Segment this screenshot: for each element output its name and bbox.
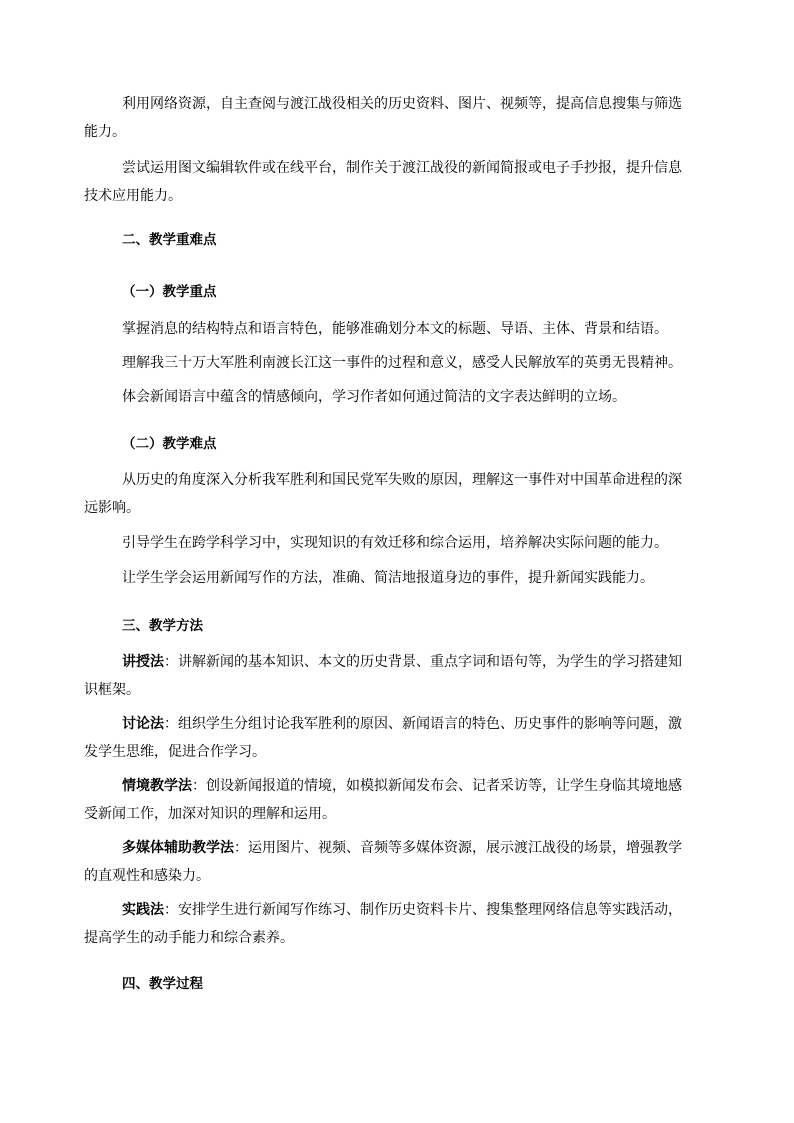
- text-line: 讨论法：组织学生分组讨论我军胜利的原因、新闻语言的特色、历史事件的影响等问题，激: [122, 716, 682, 732]
- method-label: 情境教学法: [122, 778, 192, 794]
- difficulty-3: 让学生学会运用新闻写作的方法，准确、简洁地报道身边的事件，提升新闻实践能力。: [122, 570, 654, 586]
- method-situational: [84, 772, 685, 828]
- text-line: 情境教学法：创设新闻报道的情境，如模拟新闻发布会、记者采访等，让学生身临其境地感: [122, 778, 682, 794]
- text-line: 讲授法：讲解新闻的基本知识、本文的历史背景、重点字词和语句等，为学生的学习搭建知: [122, 654, 682, 670]
- difficulty-1: [84, 466, 685, 522]
- text-line: 提高学生的动手能力和综合素养。: [84, 930, 294, 946]
- section-heading-2: 二、教学重难点: [122, 232, 217, 248]
- section-heading-4: 四、教学过程: [122, 976, 203, 992]
- text-line: 从历史的角度深入分析我军胜利和国民党军失败的原因，理解这一事件对中国革命进程的深: [122, 472, 682, 488]
- text-line: 远影响。: [84, 500, 140, 516]
- method-multimedia: [84, 834, 685, 890]
- text-line: 实践法：安排学生进行新闻写作练习、制作历史资料卡片、搜集整理网络信息等实践活动，: [122, 902, 682, 918]
- text-line: 受新闻工作，加深对知识的理解和运用。: [84, 806, 336, 822]
- method-label: 讲授法: [122, 654, 164, 670]
- text-line: 多媒体辅助教学法：运用图片、视频、音频等多媒体资源，展示渡江战役的场景，增强教学: [122, 840, 682, 856]
- method-lecture: [84, 648, 685, 704]
- method-label: 讨论法: [122, 716, 164, 732]
- method-discussion: [84, 710, 685, 766]
- text-line: 利用网络资源，自主查阅与渡江战役相关的历史资料、图片、视频等，提高信息搜集与筛选: [122, 96, 682, 112]
- text-line: 尝试运用图文编辑软件或在线平台，制作关于渡江战役的新闻简报或电子手抄报，提升信息: [122, 160, 682, 176]
- text-line: 技术应用能力。: [84, 188, 182, 204]
- method-label: 多媒体辅助教学法: [122, 840, 234, 856]
- difficulty-2: 引导学生在跨学科学习中，实现知识的有效迁移和综合运用，培养解决实际问题的能力。: [122, 535, 668, 551]
- subsection-heading-2: （二）教学难点: [122, 436, 217, 452]
- method-label: 实践法: [122, 902, 164, 918]
- skill-paragraph-2: [84, 154, 685, 210]
- section-heading-3: 三、教学方法: [122, 618, 203, 634]
- text-line: 的直观性和感染力。: [84, 868, 210, 884]
- key-point-1: 掌握消息的结构特点和语言特色，能够准确划分本文的标题、导语、主体、背景和结语。: [122, 321, 668, 337]
- subsection-heading-1: （一）教学重点: [122, 284, 217, 300]
- skill-paragraph-1: [84, 90, 685, 146]
- key-point-2: 理解我三十万大军胜利南渡长江这一事件的过程和意义，感受人民解放军的英勇无畏精神。: [122, 355, 682, 371]
- text-line: 能力。: [84, 124, 126, 140]
- text-line: 识框架。: [84, 682, 140, 698]
- method-practice: [84, 896, 685, 952]
- text-line: 发学生思维，促进合作学习。: [84, 744, 266, 760]
- key-point-3: 体会新闻语言中蕴含的情感倾向，学习作者如何通过简洁的文字表达鲜明的立场。: [122, 389, 626, 405]
